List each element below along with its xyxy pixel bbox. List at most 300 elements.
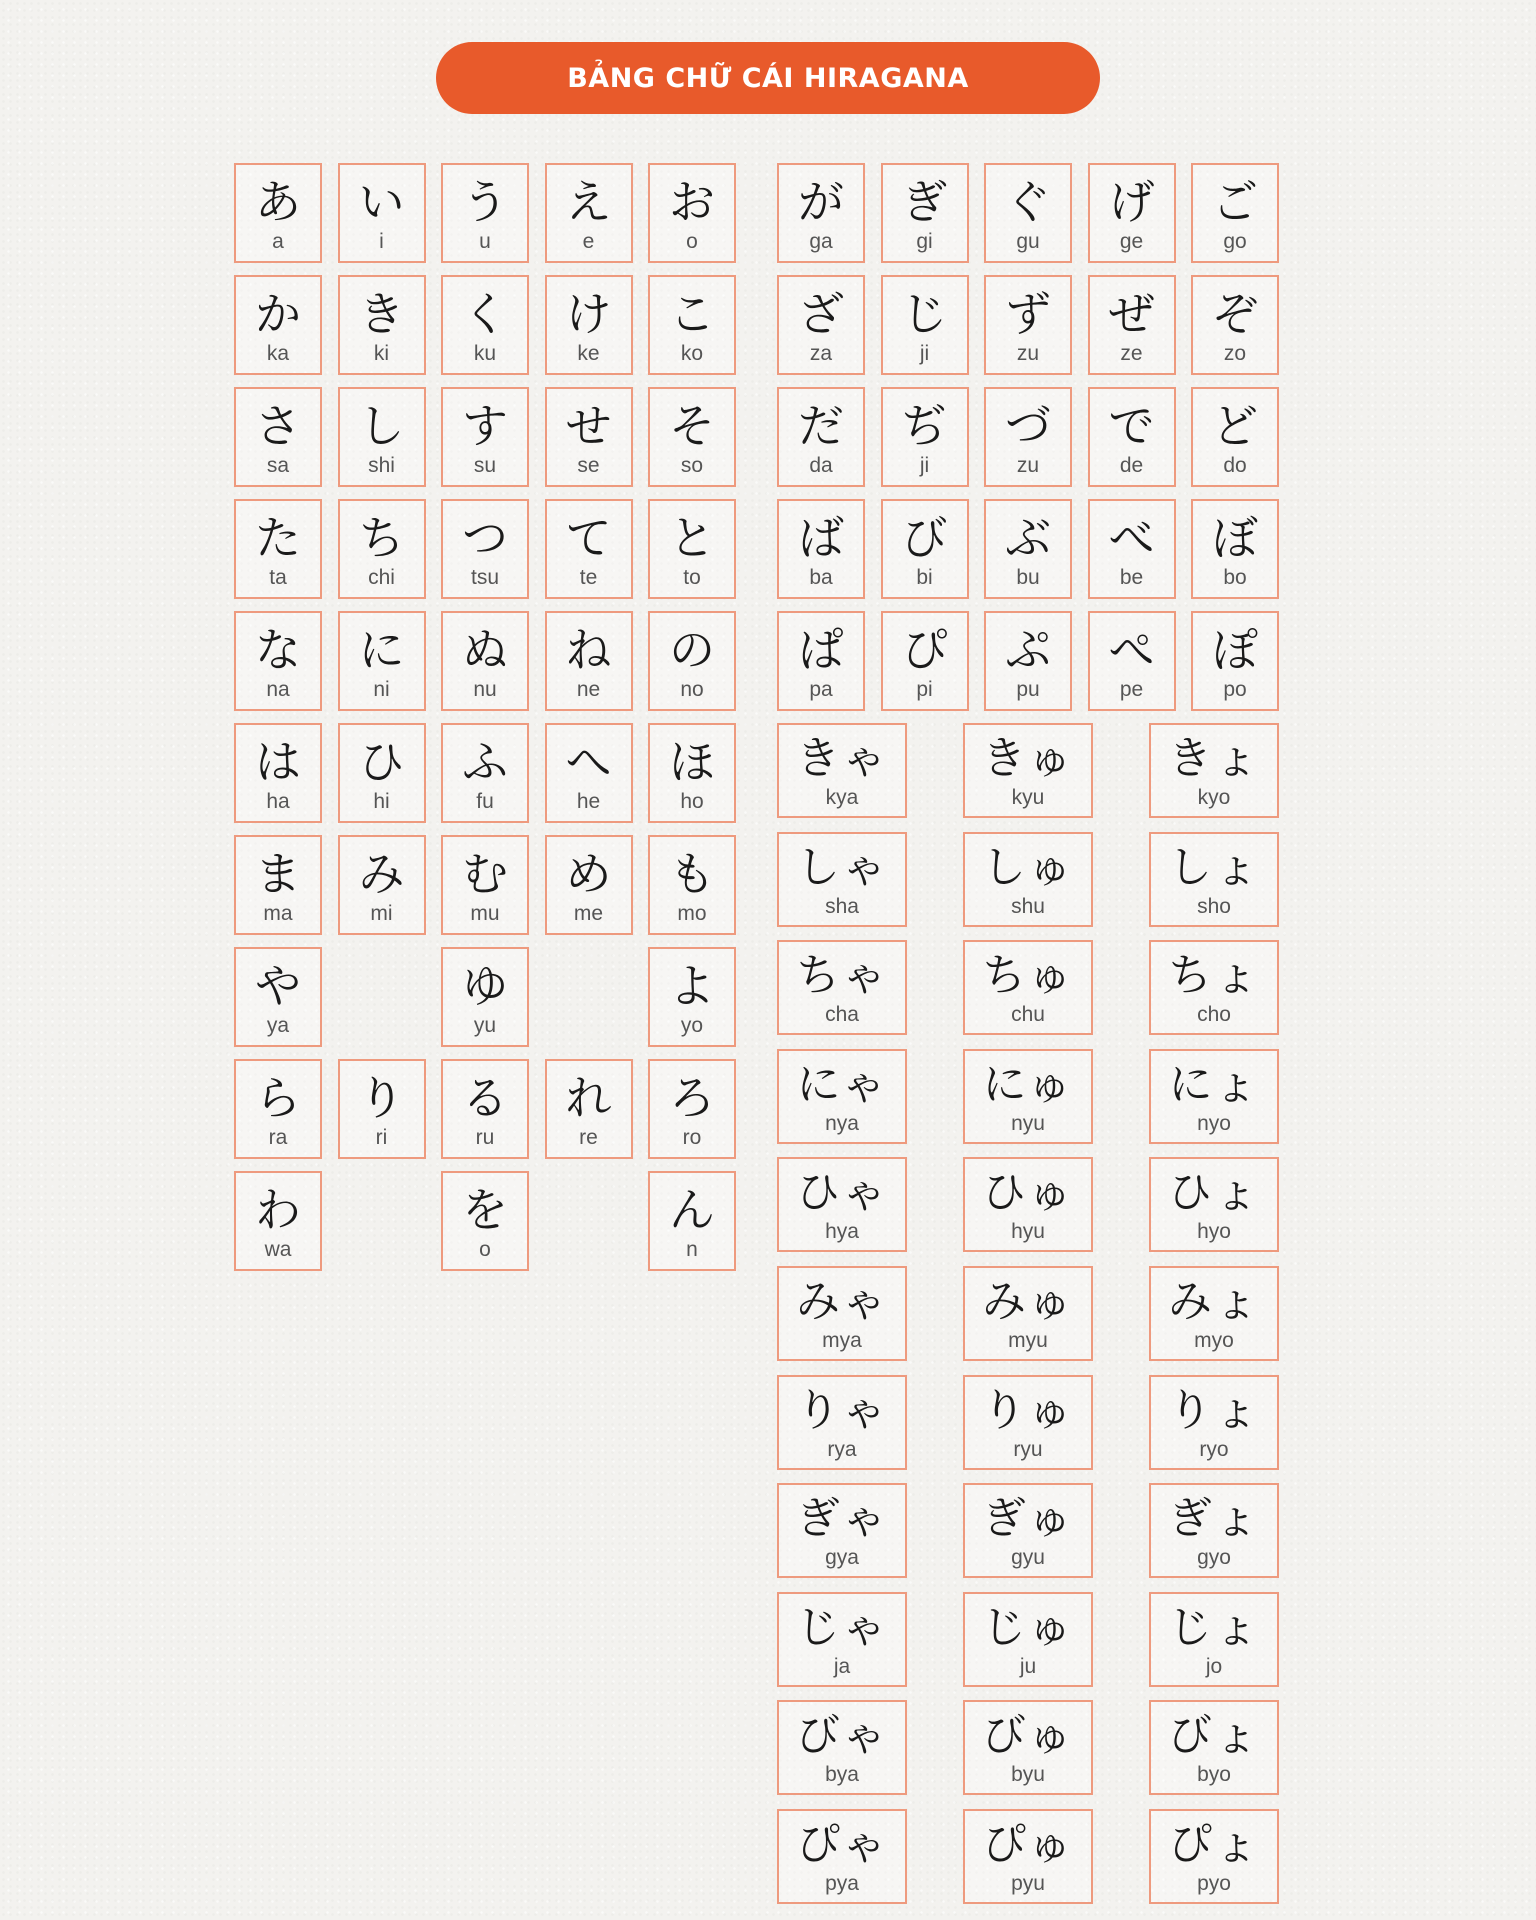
romaji-label: ho: [680, 789, 704, 813]
kana-card: [545, 1059, 633, 1159]
kana-character: ず: [1005, 286, 1051, 341]
kana-character: び: [901, 510, 948, 565]
kana-character: も: [669, 846, 715, 901]
kana-character: ま: [255, 846, 301, 901]
romaji-label: wa: [264, 1237, 292, 1261]
kana-card: [1149, 1809, 1279, 1904]
kana-character: り: [358, 1070, 405, 1125]
kana-character: みゃ: [796, 1275, 888, 1327]
kana-character: ゆ: [462, 958, 508, 1013]
kana-card: [441, 499, 529, 599]
kana-character: ら: [255, 1070, 301, 1125]
kana-character: げ: [1108, 174, 1155, 229]
kana-character: な: [255, 622, 301, 677]
kana-character: べ: [1108, 510, 1155, 565]
romaji-label: yu: [473, 1013, 497, 1037]
romaji-label: kyu: [1011, 786, 1045, 809]
kana-character: た: [255, 510, 301, 565]
kana-card: [777, 387, 865, 487]
empty-cell: [338, 1171, 426, 1271]
romaji-label: ni: [373, 677, 390, 701]
kana-card: [881, 387, 969, 487]
romaji-label: ryo: [1199, 1437, 1229, 1461]
romaji-label: pi: [916, 677, 933, 701]
kana-card: [234, 275, 322, 375]
romaji-label: myo: [1194, 1328, 1234, 1352]
kana-card: [777, 940, 907, 1035]
romaji-label: ge: [1119, 229, 1144, 253]
romaji-label: ko: [680, 341, 704, 365]
kana-card: [648, 1059, 736, 1159]
kana-character: ひょ: [1168, 1167, 1260, 1219]
kana-character: じ: [901, 286, 948, 341]
kana-card: [234, 499, 322, 599]
romaji-label: to: [683, 565, 701, 589]
kana-card: [963, 832, 1093, 927]
kana-card: [1149, 1157, 1279, 1252]
kana-card: [963, 940, 1093, 1035]
kana-character: ぴょ: [1168, 1818, 1260, 1870]
kana-character: よ: [669, 958, 715, 1013]
kana-card: [545, 835, 633, 935]
kana-character: ちょ: [1168, 950, 1260, 1002]
romaji-label: ne: [576, 677, 601, 701]
romaji-label: pa: [809, 677, 833, 701]
kana-card: [1149, 723, 1279, 818]
romaji-label: ga: [809, 229, 833, 253]
kana-card: [777, 832, 907, 927]
kana-character: しゅ: [982, 841, 1074, 893]
romaji-label: byo: [1197, 1763, 1231, 1787]
kana-card: [441, 1059, 529, 1159]
kana-character: ぬ: [462, 622, 508, 677]
kana-character: で: [1108, 398, 1155, 453]
kana-card: [881, 611, 969, 711]
kana-character: ぴゃ: [796, 1818, 888, 1870]
kana-character: ちゅ: [982, 950, 1074, 1002]
romaji-label: pyu: [1011, 1871, 1045, 1895]
romaji-label: o: [686, 229, 698, 253]
kana-character: ざ: [798, 286, 844, 341]
kana-card: [1149, 832, 1279, 927]
kana-character: い: [358, 174, 405, 229]
romaji-label: nya: [825, 1111, 859, 1135]
kana-character: と: [669, 510, 715, 565]
romaji-label: ru: [475, 1125, 495, 1149]
kana-character: か: [255, 286, 301, 341]
romaji-label: su: [473, 453, 497, 477]
kana-character: ぶ: [1005, 510, 1051, 565]
romaji-label: jo: [1205, 1654, 1223, 1678]
kana-card: [441, 163, 529, 263]
romaji-label: cha: [825, 1003, 859, 1027]
page-title: BẢNG CHỮ CÁI HIRAGANA: [436, 42, 1100, 114]
romaji-label: be: [1119, 565, 1144, 589]
romaji-label: gu: [1016, 229, 1040, 253]
kana-character: ぢ: [901, 398, 948, 453]
romaji-label: gyu: [1011, 1546, 1045, 1570]
romaji-label: ju: [1019, 1654, 1037, 1678]
kana-character: き: [358, 286, 405, 341]
kana-character: そ: [669, 398, 715, 453]
romaji-label: gyo: [1197, 1546, 1231, 1570]
kana-card: [648, 947, 736, 1047]
romaji-label: cho: [1197, 1003, 1231, 1027]
kana-card: [338, 275, 426, 375]
romaji-label: ryu: [1013, 1437, 1043, 1461]
romaji-label: ze: [1120, 341, 1143, 365]
romaji-label: ja: [833, 1654, 851, 1678]
kana-card: [963, 1049, 1093, 1144]
romaji-label: hyo: [1197, 1220, 1231, 1244]
romaji-label: bu: [1016, 565, 1040, 589]
romaji-label: ma: [263, 901, 293, 925]
kana-card: [234, 835, 322, 935]
romaji-label: chu: [1011, 1003, 1045, 1027]
kana-character: にょ: [1168, 1058, 1260, 1110]
kana-character: が: [798, 174, 844, 229]
kana-character: ぴゅ: [982, 1818, 1074, 1870]
romaji-label: shu: [1011, 894, 1045, 918]
kana-character: にゅ: [982, 1058, 1074, 1110]
kana-character: ぐ: [1005, 174, 1051, 229]
kana-card: [777, 1700, 907, 1795]
kana-card: [545, 275, 633, 375]
kana-card: [963, 1483, 1093, 1578]
romaji-label: bya: [825, 1763, 859, 1787]
kana-character: ふ: [462, 734, 508, 789]
romaji-label: mya: [822, 1328, 862, 1352]
kana-card: [441, 1171, 529, 1271]
kana-character: を: [462, 1182, 508, 1237]
kana-character: ぽ: [1212, 622, 1258, 677]
kana-character: しゃ: [796, 841, 888, 893]
romaji-label: hya: [825, 1220, 859, 1244]
kana-character: ひゅ: [982, 1167, 1074, 1219]
kana-card: [777, 163, 865, 263]
kana-character: ぎ: [901, 174, 948, 229]
kana-card: [963, 1157, 1093, 1252]
kana-card: [338, 163, 426, 263]
kana-card: [441, 947, 529, 1047]
romaji-label: me: [573, 901, 604, 925]
kana-card: [648, 835, 736, 935]
kana-card: [777, 611, 865, 711]
kana-card: [1149, 1483, 1279, 1578]
kana-character: る: [462, 1070, 508, 1125]
kana-card: [1088, 499, 1176, 599]
kana-character: お: [669, 174, 715, 229]
romaji-label: kyo: [1197, 786, 1231, 809]
kana-card: [777, 1266, 907, 1361]
romaji-label: o: [479, 1237, 491, 1261]
romaji-label: ji: [919, 341, 930, 365]
kana-character: ち: [358, 510, 405, 565]
kana-card: [881, 163, 969, 263]
romaji-label: sha: [825, 894, 859, 918]
kana-card: [963, 1375, 1093, 1470]
romaji-label: bo: [1223, 565, 1247, 589]
romaji-label: byu: [1011, 1763, 1045, 1787]
romaji-label: se: [577, 453, 600, 477]
kana-character: ご: [1212, 174, 1258, 229]
romaji-label: tsu: [470, 565, 499, 589]
romaji-label: he: [576, 789, 601, 813]
kana-character: え: [565, 174, 612, 229]
kana-card: [648, 499, 736, 599]
kana-character: こ: [669, 286, 715, 341]
kana-card: [1088, 163, 1176, 263]
romaji-label: ku: [473, 341, 497, 365]
kana-character: め: [565, 846, 612, 901]
kana-card: [234, 947, 322, 1047]
kana-card: [963, 1809, 1093, 1904]
romaji-label: yo: [680, 1013, 704, 1037]
kana-character: びゃ: [796, 1710, 888, 1762]
kana-card: [545, 723, 633, 823]
romaji-label: rya: [827, 1437, 857, 1461]
kana-character: ろ: [669, 1070, 715, 1125]
romaji-label: ro: [682, 1125, 702, 1149]
kana-card: [545, 387, 633, 487]
kana-card: [777, 1592, 907, 1687]
romaji-label: pyo: [1197, 1871, 1231, 1895]
empty-cell: [338, 947, 426, 1047]
romaji-label: na: [266, 677, 290, 701]
romaji-label: a: [272, 229, 284, 253]
kana-card: [1149, 1592, 1279, 1687]
romaji-label: hyu: [1011, 1220, 1045, 1244]
kana-character: ぞ: [1212, 286, 1258, 341]
romaji-label: ta: [269, 565, 287, 589]
romaji-label: fu: [476, 789, 494, 813]
romaji-label: mu: [470, 901, 500, 925]
kana-character: ぴ: [901, 622, 948, 677]
kana-character: りょ: [1168, 1384, 1260, 1436]
romaji-label: myu: [1008, 1328, 1048, 1352]
kana-character: きょ: [1168, 733, 1260, 784]
romaji-label: zo: [1223, 341, 1247, 365]
kana-card: [648, 387, 736, 487]
kana-card: [338, 611, 426, 711]
kana-card: [984, 499, 1072, 599]
kana-card: [338, 499, 426, 599]
kana-card: [648, 723, 736, 823]
romaji-label: ji: [919, 453, 930, 477]
kana-card: [1088, 611, 1176, 711]
kana-character: へ: [565, 734, 612, 789]
kana-card: [441, 835, 529, 935]
romaji-label: go: [1223, 229, 1247, 253]
kana-character: ひ: [358, 734, 405, 789]
kana-card: [234, 163, 322, 263]
kana-card: [1191, 611, 1279, 711]
kana-card: [984, 611, 1072, 711]
kana-character: の: [669, 622, 715, 677]
romaji-label: gya: [825, 1546, 859, 1570]
kana-character: ぎゃ: [796, 1493, 888, 1545]
romaji-label: sa: [266, 453, 290, 477]
kana-card: [234, 611, 322, 711]
kana-character: みょ: [1168, 1275, 1260, 1327]
romaji-label: nyu: [1011, 1111, 1045, 1135]
kana-character: づ: [1005, 398, 1051, 453]
kana-character: にゃ: [796, 1058, 888, 1110]
kana-card: [881, 275, 969, 375]
kana-card: [777, 1157, 907, 1252]
kana-character: に: [358, 622, 405, 677]
kana-character: ぎゅ: [982, 1493, 1074, 1545]
romaji-label: pya: [825, 1871, 859, 1895]
kana-card: [234, 723, 322, 823]
kana-character: あ: [255, 174, 301, 229]
kana-character: ぼ: [1212, 510, 1258, 565]
romaji-label: zu: [1016, 453, 1040, 477]
kana-card: [963, 1592, 1093, 1687]
kana-card: [1149, 1049, 1279, 1144]
kana-character: さ: [255, 398, 301, 453]
romaji-label: te: [579, 565, 598, 589]
kana-card: [545, 611, 633, 711]
kana-character: や: [255, 958, 301, 1013]
kana-card: [441, 275, 529, 375]
kana-character: りゅ: [982, 1384, 1074, 1436]
kana-card: [545, 163, 633, 263]
empty-cell: [545, 947, 633, 1047]
kana-card: [777, 275, 865, 375]
romaji-label: gi: [916, 229, 933, 253]
kana-card: [777, 723, 907, 818]
kana-character: む: [462, 846, 508, 901]
kana-card: [1149, 940, 1279, 1035]
romaji-label: no: [680, 677, 704, 701]
kana-character: りゃ: [796, 1384, 888, 1436]
kana-card: [338, 387, 426, 487]
kana-card: [648, 1171, 736, 1271]
romaji-label: n: [686, 1237, 698, 1261]
romaji-label: shi: [368, 453, 395, 477]
romaji-label: e: [582, 229, 595, 253]
romaji-label: mi: [370, 901, 393, 925]
kana-character: つ: [462, 510, 508, 565]
kana-card: [1191, 387, 1279, 487]
romaji-label: ha: [266, 789, 290, 813]
kana-character: ちゃ: [796, 950, 888, 1002]
kana-character: せ: [565, 398, 612, 453]
kana-character: きゅ: [982, 733, 1074, 784]
romaji-label: ba: [809, 565, 833, 589]
kana-character: ぎょ: [1168, 1493, 1260, 1545]
combination-hiragana-grid: [777, 723, 1335, 1918]
kana-card: [338, 835, 426, 935]
kana-card: [777, 1809, 907, 1904]
romaji-label: ki: [373, 341, 390, 365]
kana-character: み: [358, 846, 405, 901]
kana-card: [1149, 1266, 1279, 1361]
kana-character: ぺ: [1108, 622, 1155, 677]
kana-character: ぜ: [1108, 286, 1155, 341]
romaji-label: chi: [368, 565, 395, 589]
romaji-label: ra: [268, 1125, 288, 1149]
kana-character: びゅ: [982, 1710, 1074, 1762]
kana-card: [234, 1059, 322, 1159]
romaji-label: ka: [266, 341, 290, 365]
romaji-label: po: [1223, 677, 1247, 701]
romaji-label: kya: [825, 786, 859, 809]
romaji-label: hi: [373, 789, 390, 813]
kana-character: じょ: [1168, 1601, 1260, 1653]
kana-card: [441, 723, 529, 823]
kana-card: [648, 163, 736, 263]
empty-cell: [545, 1171, 633, 1271]
kana-card: [984, 275, 1072, 375]
kana-card: [777, 499, 865, 599]
kana-character: ね: [565, 622, 612, 677]
romaji-label: da: [809, 453, 833, 477]
romaji-label: zu: [1016, 341, 1040, 365]
kana-card: [777, 1049, 907, 1144]
romaji-label: nyo: [1197, 1111, 1231, 1135]
romaji-label: do: [1223, 453, 1247, 477]
kana-character: は: [255, 734, 301, 789]
kana-character: け: [565, 286, 612, 341]
kana-card: [1149, 1375, 1279, 1470]
kana-character: す: [462, 398, 508, 453]
kana-character: びょ: [1168, 1710, 1260, 1762]
romaji-label: bi: [916, 565, 933, 589]
kana-character: し: [358, 398, 405, 453]
kana-character: きゃ: [796, 733, 888, 784]
romaji-label: ke: [577, 341, 600, 365]
kana-card: [234, 387, 322, 487]
kana-card: [338, 723, 426, 823]
romaji-label: i: [379, 229, 384, 253]
kana-character: しょ: [1168, 841, 1260, 893]
romaji-label: sho: [1197, 894, 1231, 918]
kana-card: [441, 611, 529, 711]
kana-card: [1191, 163, 1279, 263]
kana-card: [984, 163, 1072, 263]
kana-card: [984, 387, 1072, 487]
kana-character: ば: [798, 510, 844, 565]
kana-card: [881, 499, 969, 599]
kana-card: [1149, 1700, 1279, 1795]
kana-card: [963, 1700, 1093, 1795]
kana-character: わ: [255, 1182, 301, 1237]
romaji-label: za: [809, 341, 833, 365]
kana-character: みゅ: [982, 1275, 1074, 1327]
romaji-label: u: [479, 229, 491, 253]
kana-character: ぱ: [798, 622, 844, 677]
kana-character: じゅ: [982, 1601, 1074, 1653]
kana-card: [545, 499, 633, 599]
romaji-label: mo: [677, 901, 707, 925]
kana-card: [963, 723, 1093, 818]
romaji-label: de: [1119, 453, 1144, 477]
kana-character: れ: [565, 1070, 612, 1125]
kana-character: ほ: [669, 734, 715, 789]
basic-hiragana-grid: [234, 163, 752, 1283]
kana-character: ひゃ: [796, 1167, 888, 1219]
kana-character: う: [462, 174, 508, 229]
kana-card: [1088, 275, 1176, 375]
kana-card: [777, 1483, 907, 1578]
kana-character: く: [462, 286, 508, 341]
kana-character: ぷ: [1005, 622, 1051, 677]
kana-card: [648, 275, 736, 375]
romaji-label: re: [579, 1125, 598, 1149]
romaji-label: so: [680, 453, 704, 477]
